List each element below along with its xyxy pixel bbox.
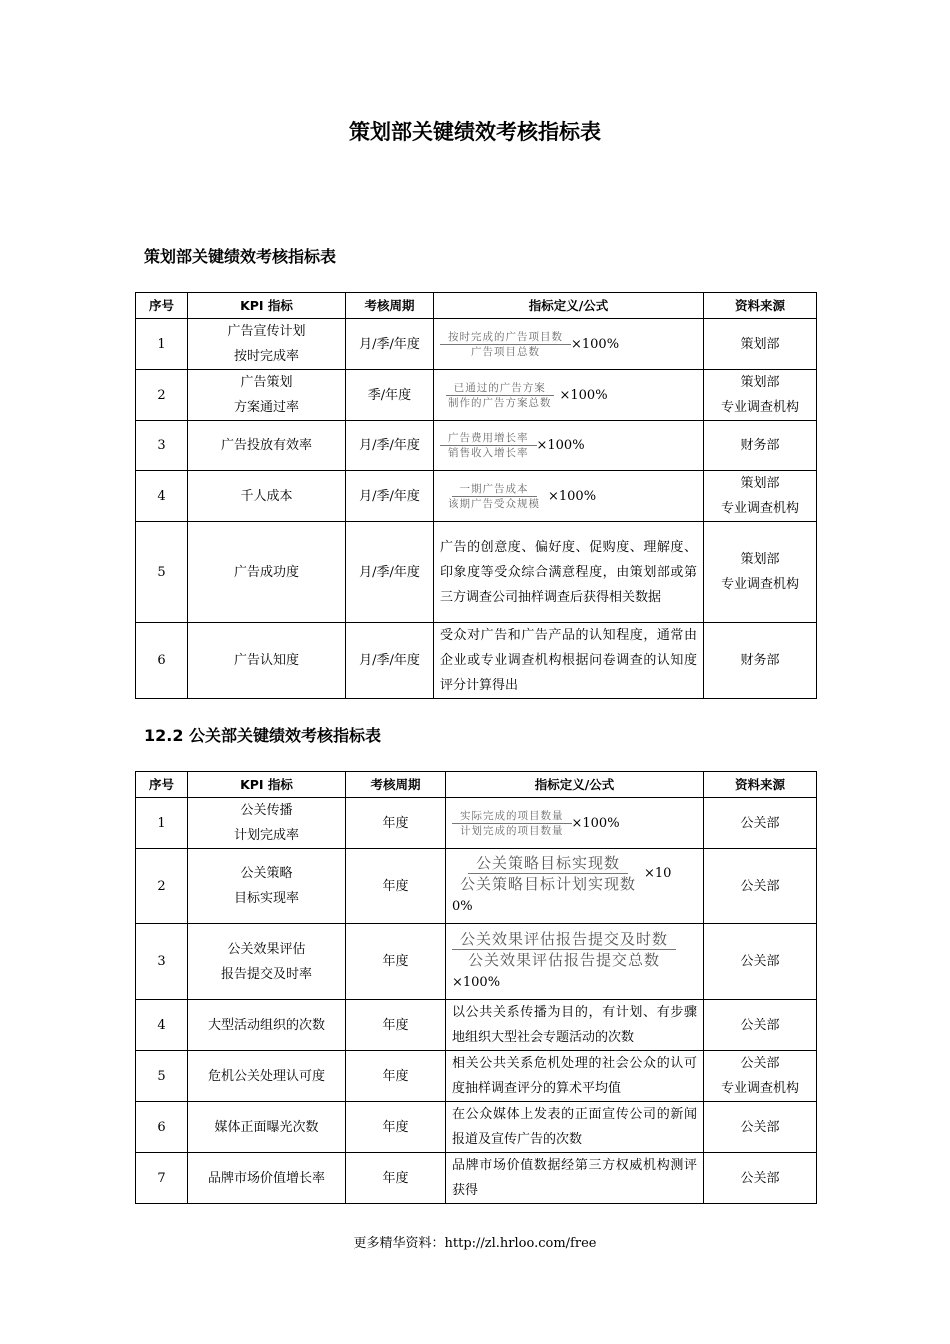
period: 年度 — [346, 924, 446, 1000]
source: 策划部 专业调查机构 — [704, 522, 817, 623]
section-title-pr: 12.2 公关部关键绩效考核指标表 — [144, 726, 382, 745]
row-no: 6 — [136, 1102, 188, 1153]
table-row — [136, 370, 817, 421]
definition-text: 相关公共关系危机处理的社会公众的认可度抽样调查评分的算术平均值 — [446, 1051, 704, 1102]
row-no: 2 — [136, 370, 188, 421]
table-row — [136, 798, 817, 849]
table-row — [136, 1102, 817, 1153]
kpi-name: 品牌市场价值增长率 — [188, 1153, 346, 1204]
table-row — [136, 849, 817, 924]
formula-multiplier: ×100% — [536, 438, 585, 453]
period: 月/季/年度 — [346, 319, 434, 370]
source: 公关部 — [704, 1102, 817, 1153]
source: 策划部 — [704, 319, 817, 370]
table-row — [136, 1153, 817, 1204]
formula-cell — [434, 471, 704, 522]
period: 年度 — [346, 1051, 446, 1102]
period: 年度 — [346, 1153, 446, 1204]
header-source: 资料来源 — [704, 772, 817, 798]
header-no: 序号 — [136, 293, 188, 319]
formula-cell — [434, 319, 704, 370]
table-row — [136, 421, 817, 471]
table-row — [136, 623, 817, 699]
kpi-name: 公关传播 计划完成率 — [188, 798, 346, 849]
table-row — [136, 319, 817, 370]
period: 季/年度 — [346, 370, 434, 421]
source: 公关部 — [704, 1153, 817, 1204]
source: 公关部 — [704, 849, 817, 924]
period: 年度 — [346, 1102, 446, 1153]
row-no: 3 — [136, 924, 188, 1000]
period: 月/季/年度 — [346, 471, 434, 522]
definition-text: 品牌市场价值数据经第三方权威机构测评获得 — [446, 1153, 704, 1204]
table-row — [136, 1000, 817, 1051]
formula-fraction: $\frac{\text{已通过的广告方案}}{\text{制作的广告方案总数}}$ — [440, 381, 560, 410]
formula-multiplier: ×100% — [571, 815, 620, 831]
header-period: 考核周期 — [346, 772, 446, 798]
period: 月/季/年度 — [346, 623, 434, 699]
formula-fraction: $\frac{\text{一期广告成本}}{\text{该期广告受众规模}}$ — [448, 482, 540, 510]
table-row — [136, 471, 817, 522]
kpi-name: 广告成功度 — [188, 522, 346, 623]
row-no: 3 — [136, 421, 188, 471]
formula-cell — [446, 798, 704, 849]
definition-text: 以公共关系传播为目的，有计划、有步骤地组织大型社会专题活动的次数 — [446, 1000, 704, 1051]
formula-multiplier: ×100% — [548, 488, 597, 504]
kpi-name: 广告策划 方案通过率 — [188, 370, 346, 421]
kpi-name: 广告投放有效率 — [188, 421, 346, 471]
source: 公关部 — [704, 1000, 817, 1051]
kpi-name: 公关策略 目标实现率 — [188, 849, 346, 924]
kpi-name: 广告宣传计划 按时完成率 — [188, 319, 346, 370]
formula-fraction: $\frac{\text{公关效果评估报告提交及时数}}{\text{公关效果评估报告提交总数}}$ — [452, 929, 676, 970]
formula-tail: 0% — [452, 899, 473, 914]
table-header-row — [136, 293, 817, 319]
header-no: 序号 — [136, 772, 188, 798]
row-no: 1 — [136, 319, 188, 370]
kpi-name: 大型活动组织的次数 — [188, 1000, 346, 1051]
row-no: 1 — [136, 798, 188, 849]
kpi-name: 千人成本 — [188, 471, 346, 522]
formula-fraction: $\frac{\text{按时完成的广告项目数}}{\text{广告项目总数}}$ — [440, 330, 571, 359]
period: 年度 — [346, 1000, 446, 1051]
pr-kpi-table — [135, 771, 817, 1204]
period: 年度 — [346, 849, 446, 924]
header-period: 考核周期 — [346, 293, 434, 319]
kpi-name: 危机公关处理认可度 — [188, 1051, 346, 1102]
row-no: 5 — [136, 522, 188, 623]
header-kpi: KPI 指标 — [188, 293, 346, 319]
row-no: 7 — [136, 1153, 188, 1204]
source: 策划部 专业调查机构 — [704, 370, 817, 421]
table-row — [136, 924, 817, 1000]
table-row — [136, 1051, 817, 1102]
header-definition: 指标定义/公式 — [434, 293, 704, 319]
source: 公关部 专业调查机构 — [704, 1051, 817, 1102]
formula-multiplier: ×10 — [644, 866, 672, 881]
kpi-name: 媒体正面曝光次数 — [188, 1102, 346, 1153]
formula-cell — [434, 370, 704, 421]
source: 公关部 — [704, 924, 817, 1000]
formula-fraction: $\frac{\text{实际完成的项目数量}}{\text{计划完成的项目数量}}$ — [452, 809, 572, 838]
definition-text: 广告的创意度、偏好度、促购度、理解度、印象度等受众综合满意程度，由策划部或第三方调查公司抽样调查后获得相关数据 — [434, 522, 704, 623]
header-kpi: KPI 指标 — [188, 772, 346, 798]
definition-text: 在公众媒体上发表的正面宣传公司的新闻报道及宣传广告的次数 — [446, 1102, 704, 1153]
source: 财务部 — [704, 623, 817, 699]
formula-cell — [446, 924, 704, 1000]
formula-fraction: $\frac{\text{公关策略目标实现数}}{\text{公关策略目标计划实现数}}$ — [460, 854, 637, 893]
footer-link-text: 更多精华资料：http://zl.hrloo.com/free — [353, 1236, 597, 1251]
formula-cell — [434, 421, 704, 471]
kpi-name: 广告认知度 — [188, 623, 346, 699]
period: 月/季/年度 — [346, 421, 434, 471]
row-no: 4 — [136, 471, 188, 522]
definition-text: 受众对广告和广告产品的认知程度，通常由企业或专业调查机构根据问卷调查的认知度评分计算得出 — [434, 623, 704, 699]
formula-multiplier: ×100% — [559, 387, 608, 403]
source: 财务部 — [704, 421, 817, 471]
kpi-name: 公关效果评估 报告提交及时率 — [188, 924, 346, 1000]
row-no: 6 — [136, 623, 188, 699]
section-title-planning: 策划部关键绩效考核指标表 — [144, 247, 337, 266]
formula-multiplier: ×100% — [571, 336, 620, 352]
table-header-row — [136, 772, 817, 798]
period: 年度 — [346, 798, 446, 849]
header-source: 资料来源 — [704, 293, 817, 319]
formula-cell — [446, 849, 704, 924]
row-no: 2 — [136, 849, 188, 924]
row-no: 4 — [136, 1000, 188, 1051]
row-no: 5 — [136, 1051, 188, 1102]
formula-tail: ×100% — [452, 974, 501, 990]
header-definition: 指标定义/公式 — [446, 772, 704, 798]
document-title: 策划部关键绩效考核指标表 — [349, 120, 601, 144]
source: 策划部 专业调查机构 — [704, 471, 817, 522]
period: 月/季/年度 — [346, 522, 434, 623]
table-row — [136, 522, 817, 623]
planning-kpi-table — [135, 292, 817, 699]
source: 公关部 — [704, 798, 817, 849]
formula-fraction: $\frac{\text{广告费用增长率}}{\text{销售收入增长率}}$ — [440, 431, 537, 460]
